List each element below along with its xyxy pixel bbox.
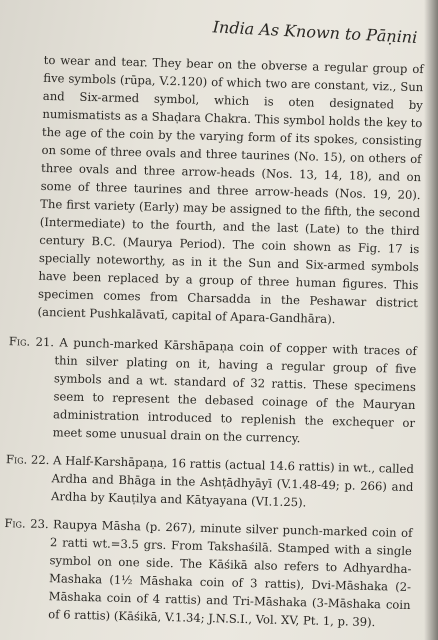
figure-label: Fig. 23.	[4, 516, 49, 532]
figure-label: Fig. 22.	[5, 452, 50, 468]
figure-label: Fig. 21.	[8, 334, 55, 350]
figure-text: A Half-Karshāpaṇa, 16 rattis (actual 14.6 rattis) in wt., called Ardha and Bhāga in the Ashṭādhyāyī (V.1.48-49; p. 266) and Ardha by Kauṭilya and Kātyayana (VI.1.25).	[50, 453, 415, 510]
running-header: India As Known to Pāṇini	[212, 17, 418, 47]
figure-text: Raupya Māsha (p. 267), minute silver punch-marked coin of 2 ratti wt.=3.5 grs. From Takshaśilā. Stamped with a single symbol on one side. The Kāśikā also refers to Adhyardha-Mashaka (1½ Māshaka coin of 3 rattis), Dvi-Māshaka (2-Māshaka coin of 4 rattis) and Tri-Māshaka (3-Māshaka coin of 6 rattis) (Kāśikā, V.1.34; J.N.S.I., Vol. XV, Pt. 1, p. 39).	[48, 517, 413, 630]
figure-text: A punch-marked Kārshāpaṇa coin of copper with traces of thin silver plating on it, having a regular group of five symbols and a wt. standard of 32 rattis. These specimens seem to represent the debased coinage of the Mauryan administration introduced to replenish the exchequer or meet some unusual drain on the currency.	[52, 335, 417, 446]
figure-caption-22	[0, 450, 414, 514]
page-body	[0, 50, 424, 632]
figure-caption-21	[0, 332, 417, 450]
page-edge-shadow	[424, 0, 438, 640]
figure-caption-23	[0, 514, 413, 632]
intro-paragraph: to wear and tear. They bear on the obverse a regular group of five symbols (rūpa, V.2.120) of which two are constant, viz., Sun and Six-armed symbol, which is oten designated by numismatists as a Shaḍara Chakra. This symbol holds the key to the age of the coin by the varying form of its spokes, consisting on some of three ovals and three taurines (No. 15), on others of three ovals and three arrow-heads (Nos. 13, 14, 18), and on some of three taurines and three arrow-heads (Nos. 19, 20). The first variety (Early) may be assigned to the fifth, the second (Intermediate) to the fourth, and the last (Late) to the third century B.C. (Maurya Period). The coin shown as Fig. 17 is specially noteworthy, as in it the Sun and Six-armed symbols have been replaced by a group of three human figures. This specimen comes from Charsadda in the Peshawar district (ancient Pushkalāvatī, capital of Apara-Gandhāra).	[37, 52, 424, 327]
